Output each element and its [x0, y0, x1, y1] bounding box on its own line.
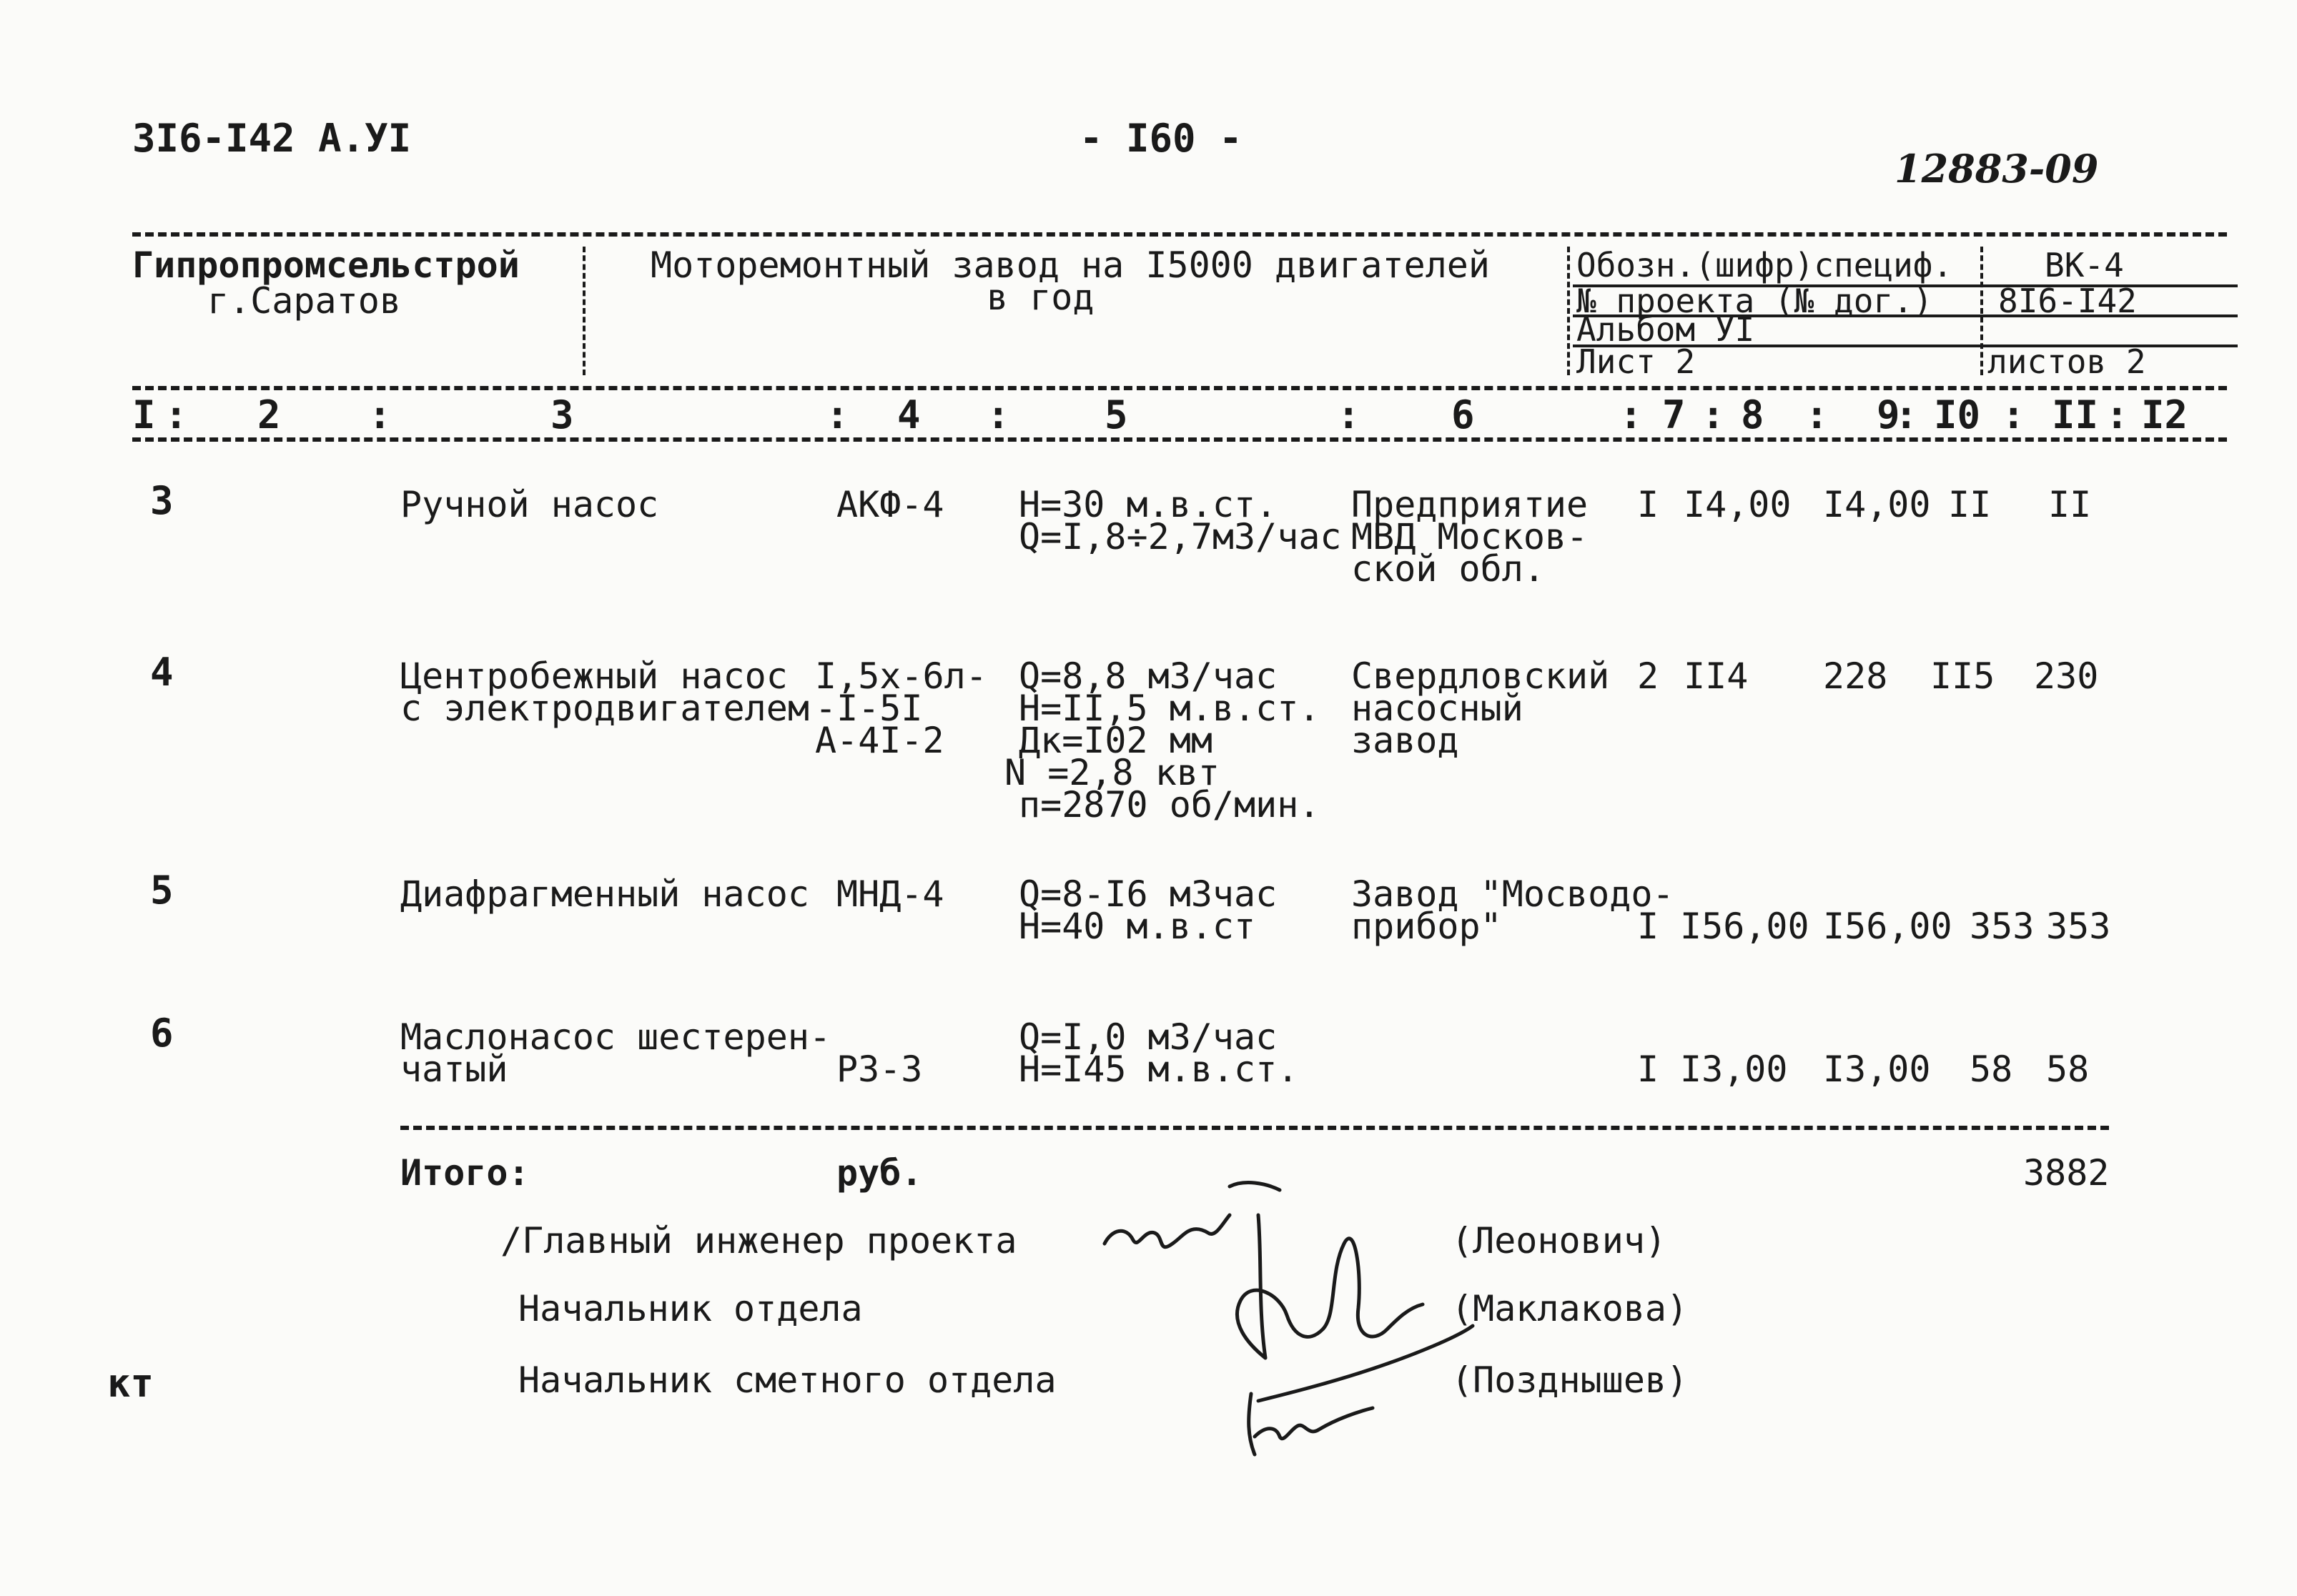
- row-col10: 353: [1970, 906, 2035, 947]
- row-price: I3,00: [1680, 1049, 1788, 1090]
- col-num-5: 5: [1105, 392, 1128, 437]
- sheet-label: Лист 2: [1576, 342, 1696, 381]
- row-maker: насосный: [1351, 688, 1523, 729]
- row-name: Диафрагменный насос: [400, 873, 809, 915]
- col-separator: :: [987, 392, 1010, 437]
- row-number: 3: [150, 478, 174, 523]
- row-spec: Дк=I02 мм: [1019, 720, 1212, 761]
- row-spec: п=2870 об/мин.: [1019, 784, 1320, 826]
- row-col10: II: [1948, 484, 1992, 525]
- col-num-11: II: [2052, 392, 2099, 437]
- col-num-3: 3: [550, 392, 574, 437]
- col-separator: :: [1895, 392, 1918, 437]
- row-spec: Q=8,8 м3/час: [1019, 655, 1278, 697]
- row-spec: Q=8-I6 м3час: [1019, 873, 1278, 915]
- row-col11: 58: [2046, 1049, 2090, 1090]
- signature-role-department-head: Начальник отдела: [518, 1288, 863, 1329]
- project-title: Моторемонтный завод на I5000 двигателей: [651, 244, 1490, 286]
- row-spec: Н=II,5 м.в.ст.: [1019, 688, 1320, 729]
- row-qty: I: [1637, 484, 1659, 525]
- row-spec: Н=I45 м.в.ст.: [1019, 1049, 1299, 1090]
- row-total: I56,00: [1823, 906, 1952, 947]
- row-col11: 353: [2046, 906, 2111, 947]
- row-maker: завод: [1351, 720, 1459, 761]
- row-maker: ской обл.: [1351, 548, 1545, 590]
- row-total: I4,00: [1823, 484, 1931, 525]
- row-maker: Предприятие: [1351, 484, 1589, 525]
- signature-name-department-head: (Маклакова): [1451, 1288, 1689, 1329]
- row-name: Маслонасос шестерен-: [400, 1016, 831, 1058]
- col-separator: :: [1619, 392, 1643, 437]
- row-maker: прибор": [1351, 906, 1502, 947]
- org-city: г.Саратов: [207, 280, 401, 322]
- row-number: 6: [150, 1011, 174, 1056]
- row-price: I56,00: [1680, 906, 1809, 947]
- col-separator: :: [2002, 392, 2025, 437]
- row-price: I4,00: [1684, 484, 1792, 525]
- row-spec: Н=30 м.в.ст.: [1019, 484, 1278, 525]
- spec-value: ВК-4: [2045, 246, 2124, 284]
- col-num-8: 8: [1741, 392, 1764, 437]
- row-mark: А-4I-2: [815, 720, 944, 761]
- col-separator: :: [2105, 392, 2129, 437]
- signature-role-estimate-head: Начальник сметного отдела: [518, 1359, 1057, 1401]
- row-name: чатый: [400, 1049, 508, 1090]
- row-name: Центробежный насос: [400, 655, 788, 697]
- row-maker: Свердловский: [1351, 655, 1610, 697]
- project-title-line2: в год: [987, 277, 1095, 318]
- col-num-10: I0: [1934, 392, 1981, 437]
- col-num-6: 6: [1451, 392, 1475, 437]
- row-name: Ручной насос: [400, 484, 659, 525]
- row-total: 228: [1823, 655, 1888, 697]
- row-total: I3,00: [1823, 1049, 1931, 1090]
- total-unit: руб.: [836, 1152, 923, 1194]
- row-name: с электродвигателем: [400, 688, 809, 729]
- row-maker: МВД Москов-: [1351, 516, 1589, 557]
- handwritten-number: 12883-09: [1895, 146, 2099, 192]
- footer-mark: кт: [107, 1361, 154, 1406]
- col-separator: :: [1701, 392, 1725, 437]
- col-num-12: I2: [2141, 392, 2188, 437]
- row-qty: I: [1637, 906, 1659, 947]
- row-spec: Q=I,8÷2,7м3/час: [1019, 516, 1342, 557]
- col-separator: :: [1805, 392, 1829, 437]
- col-separator: :: [164, 392, 188, 437]
- row-spec: Н=40 м.в.ст: [1019, 906, 1256, 947]
- contract-label: № проекта (№ дог.): [1576, 282, 1933, 320]
- signature-role-chief-engineer: /Главный инженер проекта: [500, 1220, 1017, 1262]
- row-mark: РЗ-3: [836, 1049, 923, 1090]
- spec-label: Обозн.(шифр)специф.: [1576, 246, 1953, 284]
- row-spec: N =2,8 квт: [1004, 752, 1220, 793]
- total-value: 3882: [2023, 1152, 2110, 1194]
- document-code: 3I6-I42 A.УI: [132, 116, 412, 161]
- contract-value: 8I6-I42: [1998, 282, 2137, 320]
- page-number: - I60 -: [1080, 116, 1243, 161]
- signature-name-estimate-head: (Позднышев): [1451, 1359, 1689, 1401]
- row-col10: 58: [1970, 1049, 2013, 1090]
- row-mark: АКФ-4: [836, 484, 944, 525]
- row-mark: МНД-4: [836, 873, 944, 915]
- row-number: 5: [150, 868, 174, 913]
- row-col11: 230: [2034, 655, 2099, 697]
- col-separator: :: [1337, 392, 1360, 437]
- org-name: Гипропромсельстрой: [132, 244, 520, 286]
- row-qty: 2: [1637, 655, 1659, 697]
- row-qty: I: [1637, 1049, 1659, 1090]
- row-spec: Q=I,0 м3/час: [1019, 1016, 1278, 1058]
- col-num-9: 9: [1877, 392, 1900, 437]
- total-label: Итого:: [400, 1152, 530, 1194]
- row-number: 4: [150, 650, 174, 695]
- col-num-2: 2: [257, 392, 281, 437]
- col-num-7: 7: [1662, 392, 1686, 437]
- col-separator: :: [368, 392, 392, 437]
- row-mark: -I-5I: [815, 688, 923, 729]
- row-col10: II5: [1930, 655, 1995, 697]
- row-price: II4: [1684, 655, 1749, 697]
- col-separator: :: [826, 392, 849, 437]
- album-label: Альбом УI: [1576, 310, 1755, 349]
- col-num-1: I: [132, 392, 156, 437]
- signature-name-chief-engineer: (Леонович): [1451, 1220, 1667, 1262]
- col-num-4: 4: [897, 392, 921, 437]
- sheets-label: листов 2: [1987, 342, 2146, 381]
- row-maker: Завод "Мосводо-: [1351, 873, 1674, 915]
- row-mark: I,5х-6л-: [815, 655, 987, 697]
- row-col11: II: [2048, 484, 2092, 525]
